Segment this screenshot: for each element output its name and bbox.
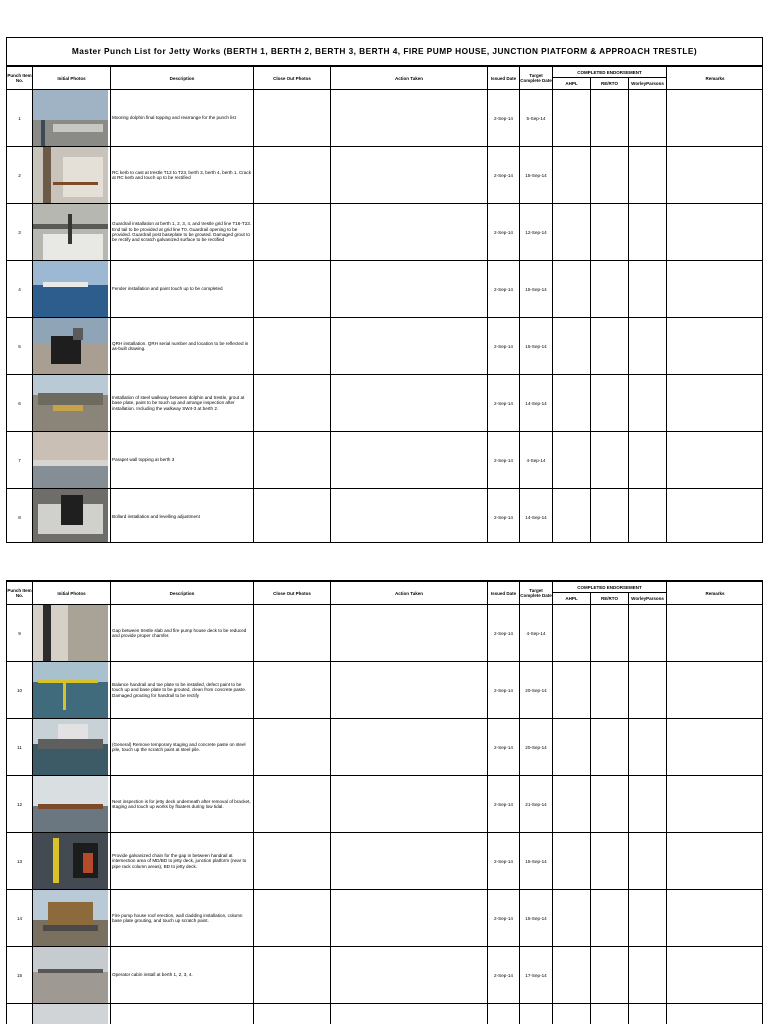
remarks-cell — [667, 833, 763, 890]
remarks-cell — [667, 719, 763, 776]
punch-item-no: 7 — [7, 432, 33, 489]
header-worley-parsons: WorleyParsons — [629, 78, 667, 90]
initial-photo — [33, 1004, 111, 1024]
action-taken-cell — [331, 947, 488, 1004]
punch-list-table-continued — [6, 581, 763, 1024]
table-row — [7, 605, 764, 662]
close-out-photo-cell — [254, 890, 331, 947]
qrh-photo — [33, 318, 108, 375]
initial-photo — [33, 605, 111, 662]
table-row — [7, 776, 764, 833]
action-taken-cell — [331, 432, 488, 489]
rerto-cell — [591, 1004, 629, 1024]
close-out-photo-cell — [254, 833, 331, 890]
rerto-cell — [591, 719, 629, 776]
remarks-cell — [667, 375, 763, 432]
table-row — [7, 489, 764, 544]
target-date-cell: 15-Sep-14 — [520, 890, 553, 947]
remarks-cell — [667, 489, 763, 544]
staging-photo — [33, 719, 108, 776]
header-worley-parsons: WorleyParsons — [629, 593, 667, 605]
deck-underneath-photo — [33, 776, 108, 833]
operator-cabin-photo — [33, 947, 108, 1004]
rerto-cell — [591, 318, 629, 375]
table-row — [7, 375, 764, 432]
action-taken-cell — [331, 662, 488, 719]
action-taken-cell — [331, 90, 488, 147]
punch-item-no — [7, 1004, 33, 1024]
worley-parsons-cell — [629, 90, 667, 147]
action-taken-cell — [331, 890, 488, 947]
close-out-photo-cell — [254, 1004, 331, 1024]
worley-parsons-cell — [629, 605, 667, 662]
rerto-cell — [591, 147, 629, 204]
punch-item-no: 12 — [7, 776, 33, 833]
punch-item-no: 8 — [7, 489, 33, 544]
issued-date-cell: 2-Sep-14 — [488, 318, 520, 375]
ahpl-cell — [553, 605, 591, 662]
description-cell: Operator cabin install at berth 1, 2, 3, 4. — [111, 947, 254, 1004]
table-row — [7, 432, 764, 489]
header-remarks: Remarks — [667, 67, 763, 90]
header-punch-item-no: Punch Item No. — [7, 67, 33, 90]
rerto-cell — [591, 947, 629, 1004]
initial-photo — [33, 147, 111, 204]
header-issued-date: Issued Date — [488, 67, 520, 90]
header-rerto: RE/RTO — [591, 78, 629, 90]
remarks-cell — [667, 204, 763, 261]
initial-photo — [33, 90, 111, 147]
target-date-cell: 5-Sep-14 — [520, 90, 553, 147]
header-ahpl: AHPL — [553, 78, 591, 90]
sheet-title: Master Punch List for Jetty Works (BERTH 1, BERTH 2, BERTH 3, BERTH 4, FIRE PUMP HOUSE, JUNCTION PlATFORM & APPROACH TRESTLE) — [7, 38, 762, 66]
ahpl-cell — [553, 719, 591, 776]
issued-date-cell: 2-Sep-14 — [488, 776, 520, 833]
header-ahpl: AHPL — [553, 593, 591, 605]
punch-item-no: 4 — [7, 261, 33, 318]
action-taken-cell — [331, 204, 488, 261]
remarks-cell — [667, 432, 763, 489]
ahpl-cell — [553, 147, 591, 204]
rc-kerb-photo — [33, 147, 108, 204]
description-cell: Provide galvanized chain for the gap in between handrail at intersection area of MD/BD to jetty deck, junction platform (near to pipe rack column areas), BD to jetty deck. — [111, 833, 254, 890]
close-out-photo-cell — [254, 261, 331, 318]
gap-trestle-photo — [33, 605, 108, 662]
description-cell: Parapet wall topping at berth 3 — [111, 432, 254, 489]
header-close-out-photos: Close Out Photos — [254, 582, 331, 605]
header-punch-item-no: Punch Item No. — [7, 582, 33, 605]
next-item-photo — [33, 1004, 108, 1024]
issued-date-cell: 2-Sep-14 — [488, 90, 520, 147]
issued-date-cell: 2-Sep-14 — [488, 947, 520, 1004]
ahpl-cell — [553, 662, 591, 719]
description-cell: Bollard installation and levelling adjustment — [111, 489, 254, 544]
ahpl-cell — [553, 204, 591, 261]
target-date-cell: 14-Sep-14 — [520, 489, 553, 544]
issued-date-cell: 2-Sep-14 — [488, 890, 520, 947]
issued-date-cell: 2-Sep-14 — [488, 605, 520, 662]
description-cell: Guardrail installation at berth 1, 2, 3, 4, and trestle grid line T16-T23. End tail to be provided at grid line T0. Guardrail opening to be provided. Guardrail post baseplate to be grouted. Damaged grout to be rectify and scratch galvanized surface to be rectified — [111, 204, 254, 261]
description-cell: QRH installation. QRH serial number and location to be reflected in as-built drawing. — [111, 318, 254, 375]
description-cell: Installation of steel walkway between dolphin and trestle, grout at base plate, paint to be touch up and arrange inspection after installation. Including the walkway SW4-3 at berth 2. — [111, 375, 254, 432]
description-cell: Next inspection is for jetty deck underneath after removal of bracket, staging and touch up works by floaters during low tidal. — [111, 776, 254, 833]
header-rerto: RE/RTO — [591, 593, 629, 605]
initial-photo — [33, 261, 111, 318]
target-date-cell: 15-Sep-14 — [520, 147, 553, 204]
header-target-complete-date: Target Complete Date — [520, 67, 553, 90]
remarks-cell — [667, 1004, 763, 1024]
remarks-cell — [667, 147, 763, 204]
issued-date-cell: 2-Sep-14 — [488, 833, 520, 890]
worley-parsons-cell — [629, 776, 667, 833]
table-row — [7, 204, 764, 261]
action-taken-cell — [331, 261, 488, 318]
remarks-cell — [667, 318, 763, 375]
header-remarks: Remarks — [667, 582, 763, 605]
close-out-photo-cell — [254, 947, 331, 1004]
target-date-cell: 4-Sep-14 — [520, 605, 553, 662]
table-row — [7, 719, 764, 776]
ahpl-cell — [553, 833, 591, 890]
punch-list-table — [6, 66, 763, 543]
rerto-cell — [591, 890, 629, 947]
punch-item-no: 2 — [7, 147, 33, 204]
remarks-cell — [667, 90, 763, 147]
action-taken-cell — [331, 776, 488, 833]
target-date-cell: 21-Sep-14 — [520, 776, 553, 833]
table-row — [7, 1004, 764, 1024]
header-description: Description — [111, 67, 254, 90]
steel-walkway-photo — [33, 375, 108, 432]
target-date-cell: 12-Sep-14 — [520, 204, 553, 261]
remarks-cell — [667, 662, 763, 719]
action-taken-cell — [331, 1004, 488, 1024]
close-out-photo-cell — [254, 605, 331, 662]
header-initial-photos: Initial Photos — [33, 67, 111, 90]
worley-parsons-cell — [629, 890, 667, 947]
punch-item-no: 10 — [7, 662, 33, 719]
worley-parsons-cell — [629, 719, 667, 776]
punch-item-no: 5 — [7, 318, 33, 375]
table-row — [7, 662, 764, 719]
punch-item-no: 1 — [7, 90, 33, 147]
initial-photo — [33, 776, 111, 833]
header-initial-photos: Initial Photos — [33, 582, 111, 605]
header-description: Description — [111, 582, 254, 605]
action-taken-cell — [331, 147, 488, 204]
description-cell: RC kerb to cast at trestle T12 to T23, berth 3, berth 4, berth 1. Crack at RC kerb and touch up to be rectified — [111, 147, 254, 204]
rerto-cell — [591, 375, 629, 432]
ahpl-cell — [553, 947, 591, 1004]
rerto-cell — [591, 776, 629, 833]
rerto-cell — [591, 489, 629, 544]
worley-parsons-cell — [629, 947, 667, 1004]
target-date-cell — [520, 1004, 553, 1024]
close-out-photo-cell — [254, 318, 331, 375]
ahpl-cell — [553, 432, 591, 489]
ahpl-cell — [553, 375, 591, 432]
initial-photo — [33, 489, 111, 544]
punch-item-no: 13 — [7, 833, 33, 890]
table-row — [7, 90, 764, 147]
remarks-cell — [667, 890, 763, 947]
worley-parsons-cell — [629, 147, 667, 204]
guardrail-photo — [33, 204, 108, 261]
close-out-photo-cell — [254, 776, 331, 833]
action-taken-cell — [331, 605, 488, 662]
punch-list-sheet-2 — [6, 580, 763, 1024]
initial-photo — [33, 890, 111, 947]
initial-photo — [33, 204, 111, 261]
remarks-cell — [667, 947, 763, 1004]
initial-photo — [33, 318, 111, 375]
mooring-dolphin-photo — [33, 90, 108, 147]
header-completed-endorsement: COMPLETED ENDORSEMENT — [553, 67, 667, 78]
close-out-photo-cell — [254, 147, 331, 204]
initial-photo — [33, 662, 111, 719]
header-target-complete-date: Target Complete Date — [520, 582, 553, 605]
ahpl-cell — [553, 489, 591, 544]
ahpl-cell — [553, 776, 591, 833]
rerto-cell — [591, 662, 629, 719]
table-row — [7, 890, 764, 947]
rerto-cell — [591, 204, 629, 261]
worley-parsons-cell — [629, 833, 667, 890]
description-cell: Fire pump house roof erection, wall cladding installation, column base plate grouting, and touch up scratch paint. — [111, 890, 254, 947]
punch-item-no: 3 — [7, 204, 33, 261]
rerto-cell — [591, 261, 629, 318]
issued-date-cell — [488, 1004, 520, 1024]
rerto-cell — [591, 605, 629, 662]
initial-photo — [33, 719, 111, 776]
header-completed-endorsement: COMPLETED ENDORSEMENT — [553, 582, 667, 593]
punch-list-sheet-1 — [6, 37, 763, 543]
target-date-cell: 20-Sep-14 — [520, 719, 553, 776]
punch-item-no: 15 — [7, 947, 33, 1004]
ahpl-cell — [553, 90, 591, 147]
worley-parsons-cell — [629, 375, 667, 432]
description-cell: Gap between trestle slab and fire pump house deck to be reduced and provide proper chamfer. — [111, 605, 254, 662]
handrail-photo — [33, 662, 108, 719]
parapet-wall-photo — [33, 432, 108, 489]
issued-date-cell: 2-Sep-14 — [488, 719, 520, 776]
close-out-photo-cell — [254, 432, 331, 489]
action-taken-cell — [331, 719, 488, 776]
description-cell — [111, 1004, 254, 1024]
close-out-photo-cell — [254, 90, 331, 147]
action-taken-cell — [331, 318, 488, 375]
table-row — [7, 833, 764, 890]
rerto-cell — [591, 833, 629, 890]
rerto-cell — [591, 90, 629, 147]
initial-photo — [33, 432, 111, 489]
header-action-taken: Action Taken — [331, 67, 488, 90]
ahpl-cell — [553, 318, 591, 375]
target-date-cell: 15-Sep-14 — [520, 318, 553, 375]
table-row — [7, 261, 764, 318]
close-out-photo-cell — [254, 489, 331, 544]
initial-photo — [33, 833, 111, 890]
remarks-cell — [667, 605, 763, 662]
target-date-cell: 17-Sep-14 — [520, 947, 553, 1004]
description-cell: Fender installation and paint touch up to be completed — [111, 261, 254, 318]
description-cell: (General) Remove temporary staging and concrete paste on steel pile, touch up the scratch paint at steel pile. — [111, 719, 254, 776]
action-taken-cell — [331, 375, 488, 432]
header-close-out-photos: Close Out Photos — [254, 67, 331, 90]
worley-parsons-cell — [629, 489, 667, 544]
action-taken-cell — [331, 833, 488, 890]
target-date-cell: 15-Sep-14 — [520, 261, 553, 318]
issued-date-cell: 2-Sep-14 — [488, 147, 520, 204]
worley-parsons-cell — [629, 662, 667, 719]
issued-date-cell: 2-Sep-14 — [488, 261, 520, 318]
worley-parsons-cell — [629, 1004, 667, 1024]
worley-parsons-cell — [629, 318, 667, 375]
worley-parsons-cell — [629, 204, 667, 261]
table-row — [7, 947, 764, 1004]
punch-item-no: 14 — [7, 890, 33, 947]
table-row — [7, 318, 764, 375]
punch-item-no: 11 — [7, 719, 33, 776]
issued-date-cell: 2-Sep-14 — [488, 489, 520, 544]
ahpl-cell — [553, 890, 591, 947]
target-date-cell: 14-Sep-14 — [520, 375, 553, 432]
initial-photo — [33, 947, 111, 1004]
issued-date-cell: 2-Sep-14 — [488, 375, 520, 432]
header-action-taken: Action Taken — [331, 582, 488, 605]
galvanized-chain-photo — [33, 833, 108, 890]
target-date-cell: 4-Sep-14 — [520, 432, 553, 489]
header-issued-date: Issued Date — [488, 582, 520, 605]
issued-date-cell: 2-Sep-14 — [488, 662, 520, 719]
close-out-photo-cell — [254, 375, 331, 432]
fire-pump-house-photo — [33, 890, 108, 947]
ahpl-cell — [553, 1004, 591, 1024]
bollard-photo — [33, 489, 108, 543]
description-cell: Mooring dolphin final topping and rearrange for the punch list — [111, 90, 254, 147]
close-out-photo-cell — [254, 204, 331, 261]
close-out-photo-cell — [254, 662, 331, 719]
remarks-cell — [667, 776, 763, 833]
ahpl-cell — [553, 261, 591, 318]
target-date-cell: 20-Sep-14 — [520, 662, 553, 719]
worley-parsons-cell — [629, 432, 667, 489]
issued-date-cell: 2-Sep-14 — [488, 204, 520, 261]
worley-parsons-cell — [629, 261, 667, 318]
punch-item-no: 9 — [7, 605, 33, 662]
fender-photo — [33, 261, 108, 318]
action-taken-cell — [331, 489, 488, 544]
initial-photo — [33, 375, 111, 432]
target-date-cell: 15-Sep-14 — [520, 833, 553, 890]
issued-date-cell: 2-Sep-14 — [488, 432, 520, 489]
table-row — [7, 147, 764, 204]
remarks-cell — [667, 261, 763, 318]
punch-item-no: 6 — [7, 375, 33, 432]
close-out-photo-cell — [254, 719, 331, 776]
description-cell: Balance handrail and toe plate to be installed, defect paint to be touch up and base plate to be grouted, clean from concrete paste. Damaged grouting for handrail to be rectify — [111, 662, 254, 719]
rerto-cell — [591, 432, 629, 489]
